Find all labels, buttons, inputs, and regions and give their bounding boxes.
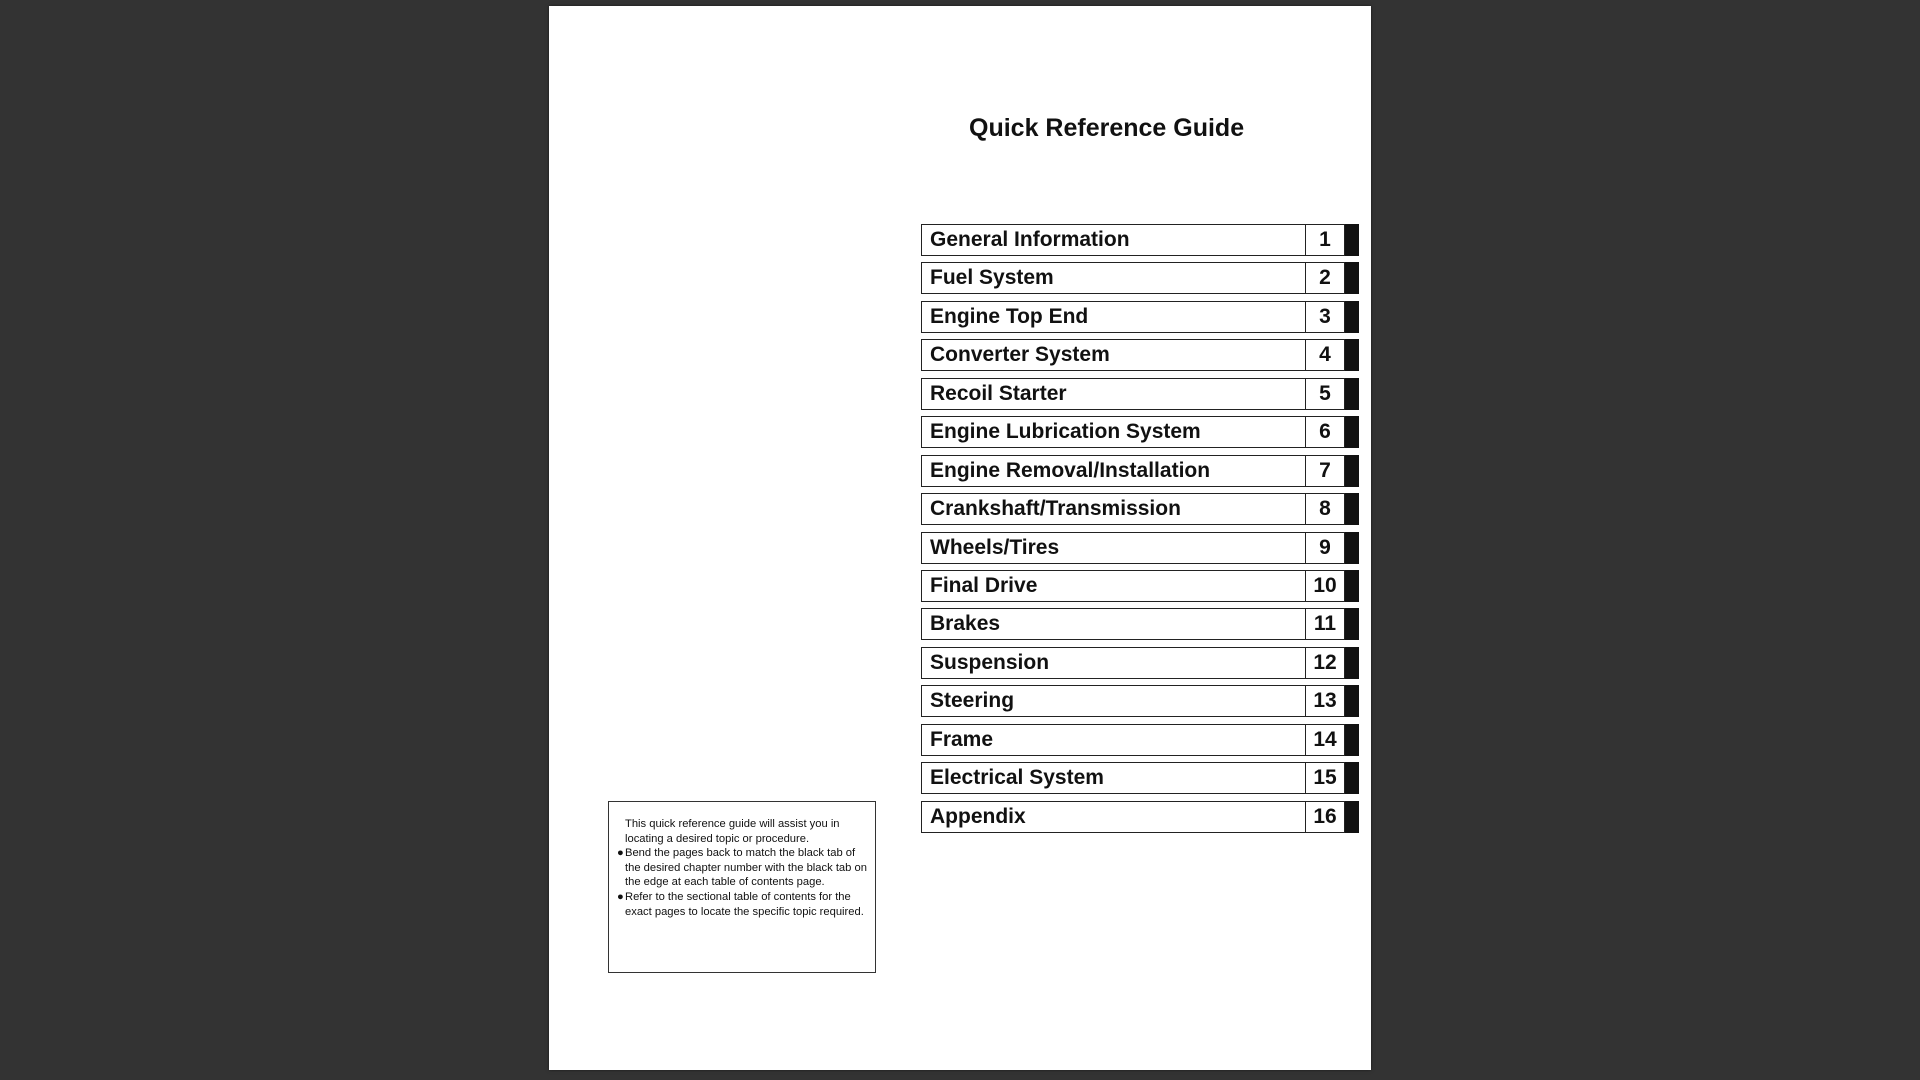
chapter-label: Steering <box>921 685 1305 717</box>
chapter-number: 5 <box>1305 378 1345 410</box>
chapter-number: 2 <box>1305 262 1345 294</box>
chapter-tab <box>1345 647 1359 679</box>
bullet-icon: ● <box>617 847 624 860</box>
chapter-tab <box>1345 493 1359 525</box>
chapter-number: 12 <box>1305 647 1345 679</box>
chapter-tab <box>1345 608 1359 640</box>
chapter-row[interactable] <box>921 685 1359 717</box>
chapter-label: Appendix <box>921 801 1305 833</box>
chapter-row[interactable] <box>921 532 1359 564</box>
chapter-tab <box>1345 224 1359 256</box>
chapter-tab <box>1345 685 1359 717</box>
chapter-label: Suspension <box>921 647 1305 679</box>
chapter-tab <box>1345 262 1359 294</box>
chapter-number: 14 <box>1305 724 1345 756</box>
chapter-label: Engine Removal/Installation <box>921 455 1305 487</box>
note-bullet-text: Bend the pages back to match the black tab of the desired chapter number with the black tab on the edge at each table of contents page. <box>625 847 867 889</box>
chapter-tab <box>1345 532 1359 564</box>
chapter-tab <box>1345 724 1359 756</box>
note-bullet-text: Refer to the sectional table of contents for the exact pages to locate the specific topic required. <box>625 890 864 918</box>
chapter-number: 1 <box>1305 224 1345 256</box>
chapter-number: 6 <box>1305 416 1345 448</box>
usage-note-box <box>608 801 876 973</box>
chapter-label: Wheels/Tires <box>921 532 1305 564</box>
chapter-label: General Information <box>921 224 1305 256</box>
chapter-row[interactable] <box>921 455 1359 487</box>
chapter-label: Engine Top End <box>921 301 1305 333</box>
chapter-row[interactable] <box>921 493 1359 525</box>
chapter-number: 13 <box>1305 685 1345 717</box>
chapter-label: Frame <box>921 724 1305 756</box>
chapter-row[interactable] <box>921 570 1359 602</box>
chapter-tab <box>1345 570 1359 602</box>
chapter-tab <box>1345 455 1359 487</box>
chapter-tab <box>1345 762 1359 794</box>
chapter-number: 15 <box>1305 762 1345 794</box>
chapter-number: 16 <box>1305 801 1345 833</box>
chapter-label: Electrical System <box>921 762 1305 794</box>
chapter-tab <box>1345 801 1359 833</box>
chapter-row[interactable] <box>921 762 1359 794</box>
chapter-number: 8 <box>1305 493 1345 525</box>
chapter-row[interactable] <box>921 339 1359 371</box>
chapter-tab <box>1345 301 1359 333</box>
note-bullet <box>617 890 867 919</box>
chapter-row[interactable] <box>921 378 1359 410</box>
chapter-row[interactable] <box>921 801 1359 833</box>
note-intro: This quick reference guide will assist you in locating a desired topic or procedure. <box>625 818 840 845</box>
chapter-label: Brakes <box>921 608 1305 640</box>
chapter-row[interactable] <box>921 301 1359 333</box>
note-bullet <box>617 846 867 890</box>
chapter-label: Converter System <box>921 339 1305 371</box>
chapter-number: 7 <box>1305 455 1345 487</box>
page-title: Quick Reference Guide <box>969 114 1245 142</box>
chapter-row[interactable] <box>921 416 1359 448</box>
chapter-tab <box>1345 339 1359 371</box>
chapter-label: Crankshaft/Transmission <box>921 493 1305 525</box>
chapter-tab <box>1345 378 1359 410</box>
chapter-row[interactable] <box>921 262 1359 294</box>
chapter-label: Final Drive <box>921 570 1305 602</box>
chapter-index <box>921 224 1359 839</box>
chapter-row[interactable] <box>921 608 1359 640</box>
chapter-number: 11 <box>1305 608 1345 640</box>
chapter-tab <box>1345 416 1359 448</box>
bullet-icon: ● <box>617 890 624 903</box>
chapter-row[interactable] <box>921 224 1359 256</box>
chapter-number: 9 <box>1305 532 1345 564</box>
chapter-number: 4 <box>1305 339 1345 371</box>
chapter-label: Recoil Starter <box>921 378 1305 410</box>
chapter-label: Fuel System <box>921 262 1305 294</box>
chapter-label: Engine Lubrication System <box>921 416 1305 448</box>
document-page <box>549 6 1371 1070</box>
chapter-number: 3 <box>1305 301 1345 333</box>
chapter-row[interactable] <box>921 724 1359 756</box>
chapter-number: 10 <box>1305 570 1345 602</box>
chapter-row[interactable] <box>921 647 1359 679</box>
